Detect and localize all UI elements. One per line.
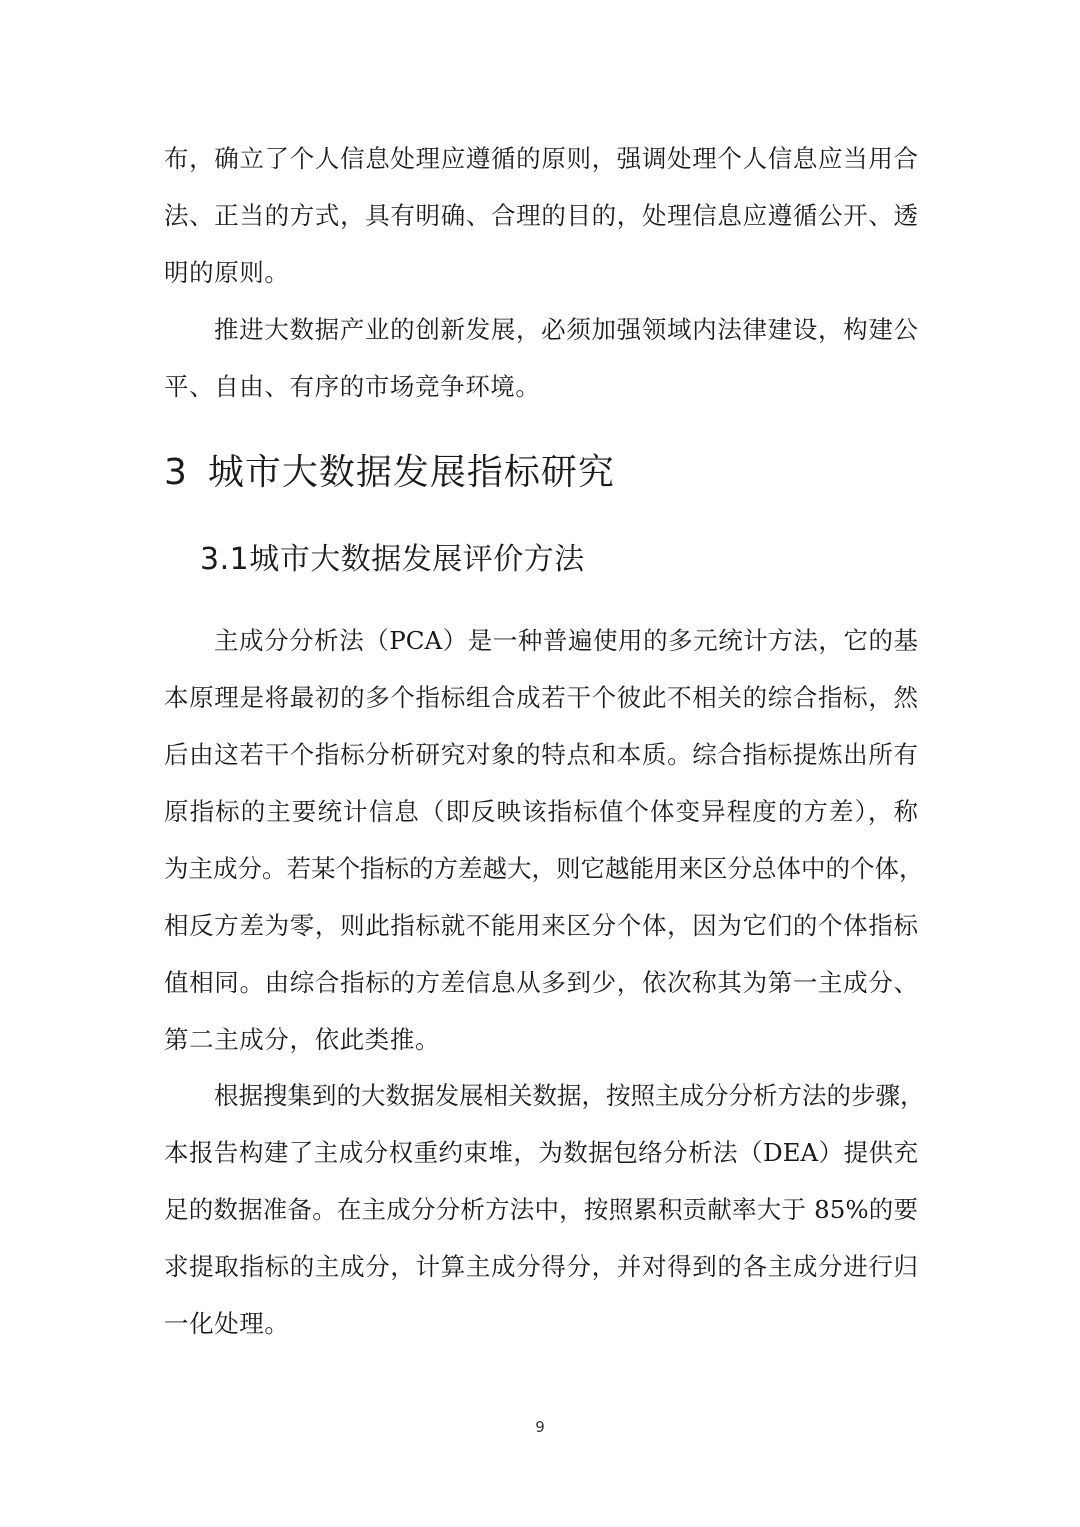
page-number: 9 <box>535 1418 545 1436</box>
subsection-number: 3.1 <box>200 542 250 577</box>
paragraph-line: 明的原则。 <box>164 258 290 287</box>
section-number: 3 <box>164 452 188 493</box>
paragraph-line: 后由这若干个指标分析研究对象的特点和本质。综合指标提炼出所有 <box>164 740 918 769</box>
paragraph-line: 根据搜集到的大数据发展相关数据，按照主成分分析方法的步骤， <box>214 1081 925 1110</box>
paragraph-line: 足的数据准备。在主成分分析方法中，按照累积贡献率大于 85%的要 <box>164 1195 918 1224</box>
paragraph-line: 法、正当的方式，具有明确、合理的目的，处理信息应遵循公开、透 <box>164 201 918 230</box>
paragraph-line: 本原理是将最初的多个指标组合成若干个彼此不相关的综合指标，然 <box>164 683 918 712</box>
subsection-heading <box>200 538 585 582</box>
paragraph-line: 主成分分析法（PCA）是一种普遍使用的多元统计方法，它的基 <box>214 626 918 655</box>
section-title: 城市大数据发展指标研究 <box>207 452 615 493</box>
paragraph-line: 为主成分。若某个指标的方差越大，则它越能用来区分总体中的个体， <box>164 854 924 883</box>
paragraph-line: 求提取指标的主成分，计算主成分得分，并对得到的各主成分进行归 <box>164 1252 918 1281</box>
paragraph-line: 推进大数据产业的创新发展，必须加强领域内法律建设，构建公 <box>214 315 918 344</box>
paragraph-line: 平、自由、有序的市场竞争环境。 <box>164 372 541 401</box>
paragraph-line: 相反方差为零，则此指标就不能用来区分个体，因为它们的个体指标 <box>164 911 918 940</box>
paragraph-line: 第二主成分，依此类推。 <box>164 1025 441 1054</box>
paragraph-line: 值相同。由综合指标的方差信息从多到少，依次称其为第一主成分、 <box>164 968 918 997</box>
subsection-title: 城市大数据发展评价方法 <box>249 542 585 577</box>
paragraph-line: 原指标的主要统计信息（即反映该指标值个体变异程度的方差），称 <box>164 797 918 826</box>
section-heading <box>164 446 615 500</box>
paragraph-line: 本报告构建了主成分权重约束堆，为数据包络分析法（DEA）提供充 <box>164 1138 918 1167</box>
paragraph-line: 布，确立了个人信息处理应遵循的原则，强调处理个人信息应当用合 <box>164 144 918 173</box>
paragraph-line: 一化处理。 <box>164 1309 290 1338</box>
